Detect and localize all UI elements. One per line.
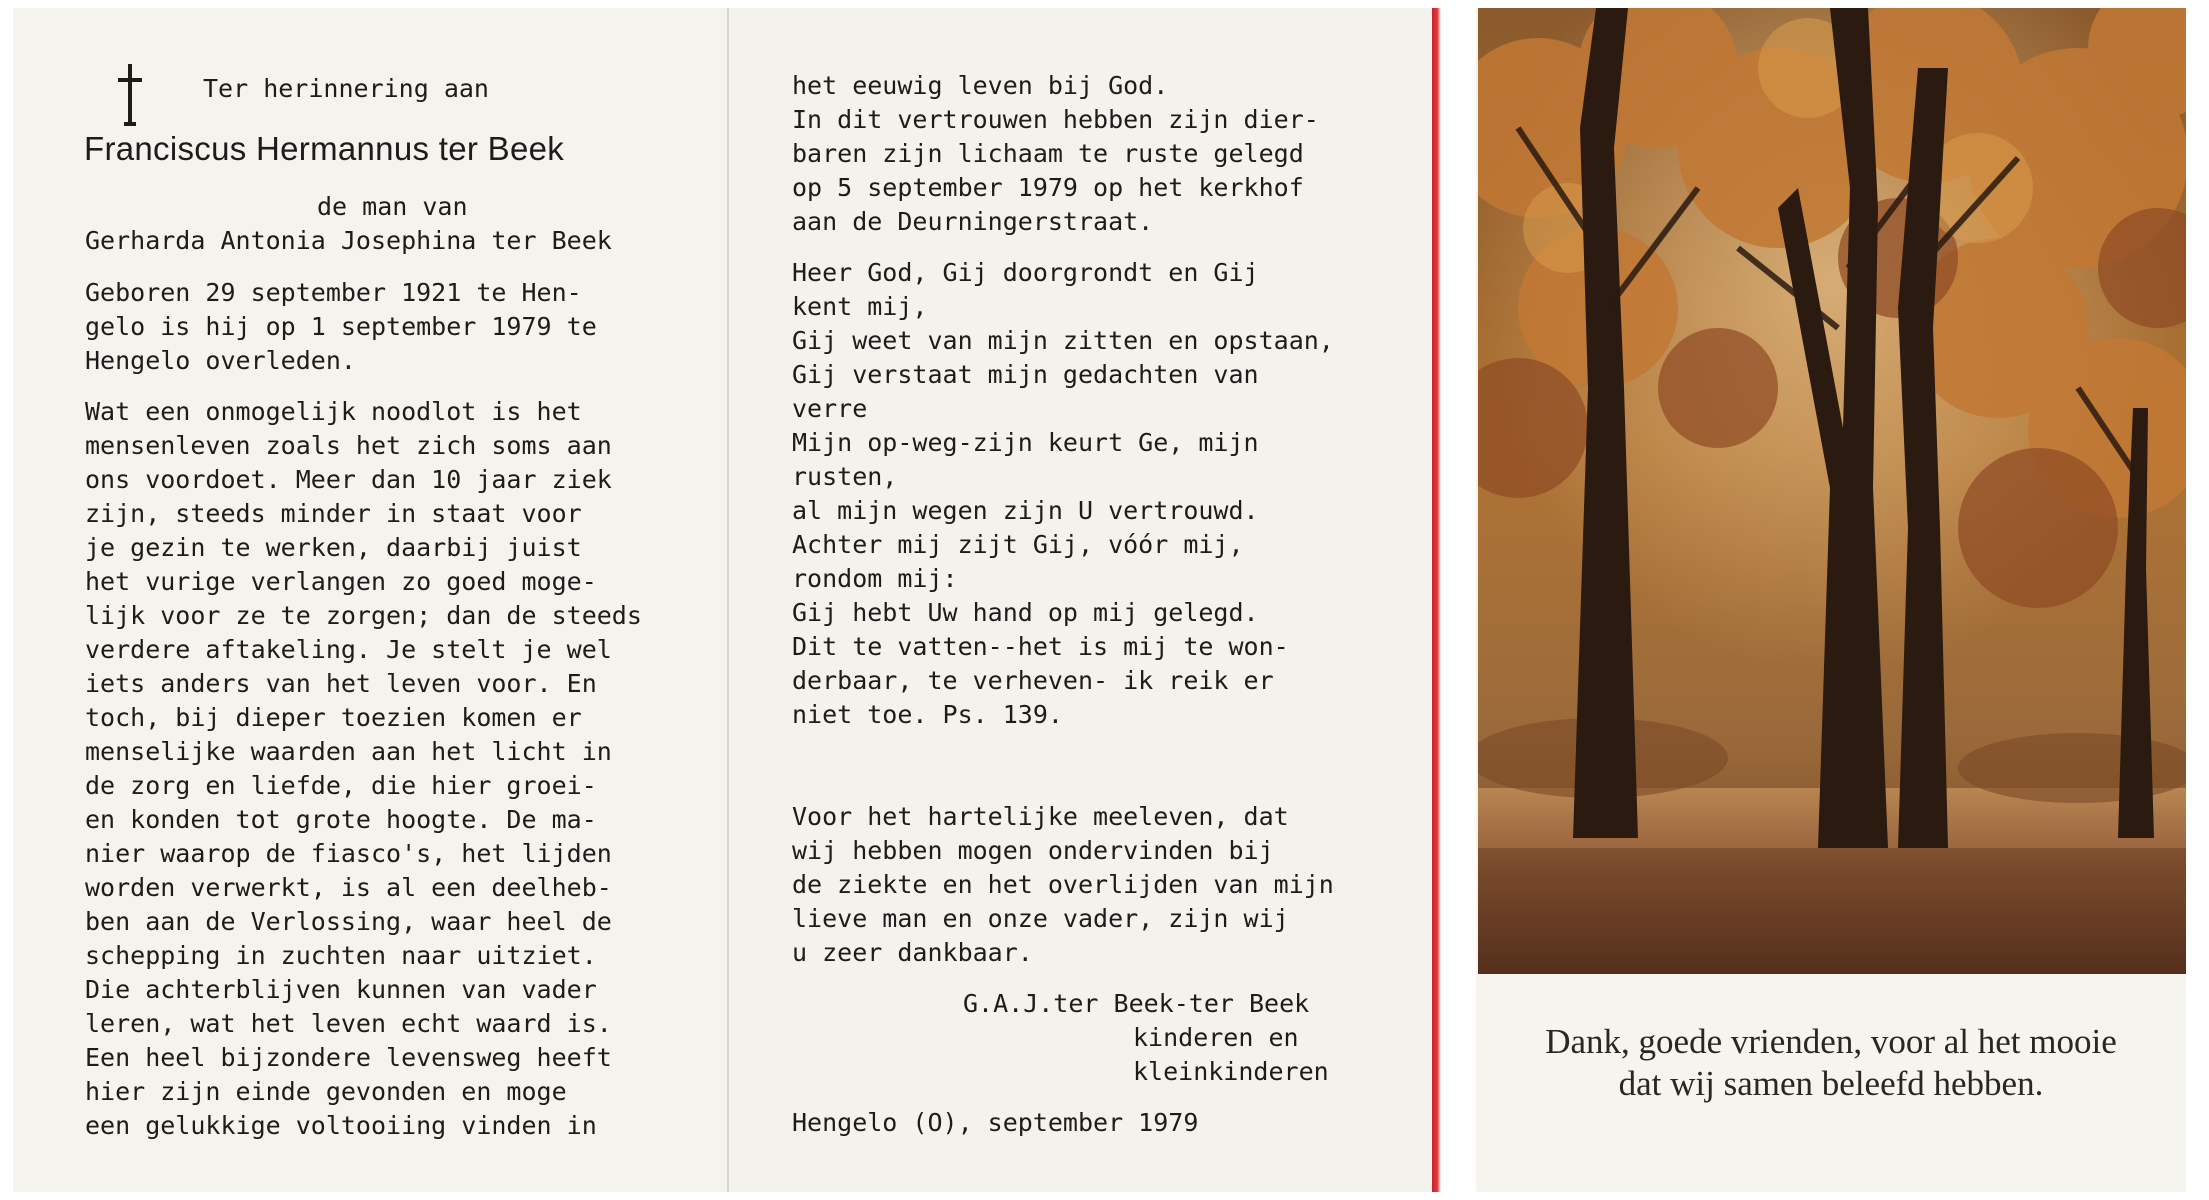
thanks-line: u zeer dankbaar.: [792, 938, 1033, 967]
text-line: het vurige verlangen zo goed moge-: [85, 567, 597, 596]
text-line: Wat een onmogelijk noodlot is het: [85, 397, 582, 426]
signature-children: kinderen en: [1133, 1023, 1299, 1052]
psalm-line: Mijn op-weg-zijn keurt Ge, mijn: [792, 428, 1259, 457]
text-line: nier waarop de fiasco's, het lijden: [85, 839, 612, 868]
psalm-line: Gij verstaat mijn gedachten van: [792, 360, 1259, 389]
remembrance-heading: Ter herinnering aan: [203, 74, 489, 103]
signature-family: G.A.J.ter Beek-ter Beek: [963, 989, 1310, 1018]
red-card-edge: [1432, 8, 1441, 1192]
text-line: baren zijn lichaam te ruste gelegd: [792, 139, 1304, 168]
text-line: een gelukkige voltooiing vinden in: [85, 1111, 597, 1140]
spouse-intro: de man van: [317, 192, 468, 221]
text-line: het eeuwig leven bij God.: [792, 71, 1169, 100]
spouse-name: Gerharda Antonia Josephina ter Beek: [85, 226, 612, 255]
text-line: leren, wat het leven echt waard is.: [85, 1009, 612, 1038]
autumn-forest-photo: [1478, 8, 2186, 974]
text-line: aan de Deurningerstraat.: [792, 207, 1154, 236]
text-line: gelo is hij op 1 september 1979 te: [85, 312, 597, 341]
psalm-line: verre: [792, 394, 868, 423]
text-line: worden verwerkt, is al een deelheb-: [85, 873, 612, 902]
text-line: menselijke waarden aan het licht in: [85, 737, 612, 766]
text-line: ons voordoet. Meer dan 10 jaar ziek: [85, 465, 612, 494]
psalm-reference: niet toe. Ps. 139.: [792, 700, 1063, 729]
psalm-line: al mijn wegen zijn U vertrouwd.: [792, 496, 1259, 525]
psalm-line: Achter mij zijt Gij, vóór mij,: [792, 530, 1244, 559]
text-line: verdere aftakeling. Je stelt je wel: [85, 635, 612, 664]
text-line: zijn, steeds minder in staat voor: [85, 499, 582, 528]
thanks-line: de ziekte en het overlijden van mijn: [792, 870, 1334, 899]
text-line: en konden tot grote hoogte. De ma-: [85, 805, 597, 834]
card-fold: [727, 8, 729, 1192]
psalm-line: kent mij,: [792, 292, 928, 321]
cross-icon: [118, 64, 142, 126]
psalm-line: Dit te vatten--het is mij te won-: [792, 632, 1289, 661]
caption-line: Dank, goede vrienden, voor al het mooie: [1545, 1022, 2117, 1061]
thanks-line: lieve man en onze vader, zijn wij: [792, 904, 1289, 933]
text-line: Geboren 29 september 1921 te Hen-: [85, 278, 582, 307]
place-and-date: Hengelo (O), september 1979: [792, 1108, 1199, 1137]
text-line: ben aan de Verlossing, waar heel de: [85, 907, 612, 936]
thanks-line: Voor het hartelijke meeleven, dat: [792, 802, 1289, 831]
text-line: mensenleven zoals het zich soms aan: [85, 431, 612, 460]
text-line: In dit vertrouwen hebben zijn dier-: [792, 105, 1319, 134]
text-line: Een heel bijzondere levensweg heeft: [85, 1043, 612, 1072]
text-line: je gezin te werken, daarbij juist: [85, 533, 582, 562]
text-line: iets anders van het leven voor. En: [85, 669, 597, 698]
text-line: Die achterblijven kunnen van vader: [85, 975, 597, 1004]
thanks-line: wij hebben mogen ondervinden bij: [792, 836, 1274, 865]
psalm-line: derbaar, te verheven- ik reik er: [792, 666, 1274, 695]
psalm-line: Gij hebt Uw hand op mij gelegd.: [792, 598, 1259, 627]
text-line: hier zijn einde gevonden en moge: [85, 1077, 567, 1106]
text-line: de zorg en liefde, die hier groei-: [85, 771, 597, 800]
deceased-name: Franciscus Hermannus ter Beek: [84, 130, 565, 167]
text-line: toch, bij dieper toezien komen er: [85, 703, 582, 732]
signature-grandchildren: kleinkinderen: [1133, 1057, 1329, 1086]
text-line: op 5 september 1979 op het kerkhof: [792, 173, 1304, 202]
text-line: lijk voor ze te zorgen; dan de steeds: [85, 601, 642, 630]
caption-line: dat wij samen beleefd hebben.: [1618, 1064, 2044, 1103]
psalm-line: rondom mij:: [792, 564, 958, 593]
psalm-line: rusten,: [792, 462, 898, 491]
psalm-line: Gij weet van mijn zitten en opstaan,: [792, 326, 1334, 355]
text-line: schepping in zuchten naar uitziet.: [85, 941, 597, 970]
psalm-line: Heer God, Gij doorgrondt en Gij: [792, 258, 1259, 287]
text-line: Hengelo overleden.: [85, 346, 356, 375]
